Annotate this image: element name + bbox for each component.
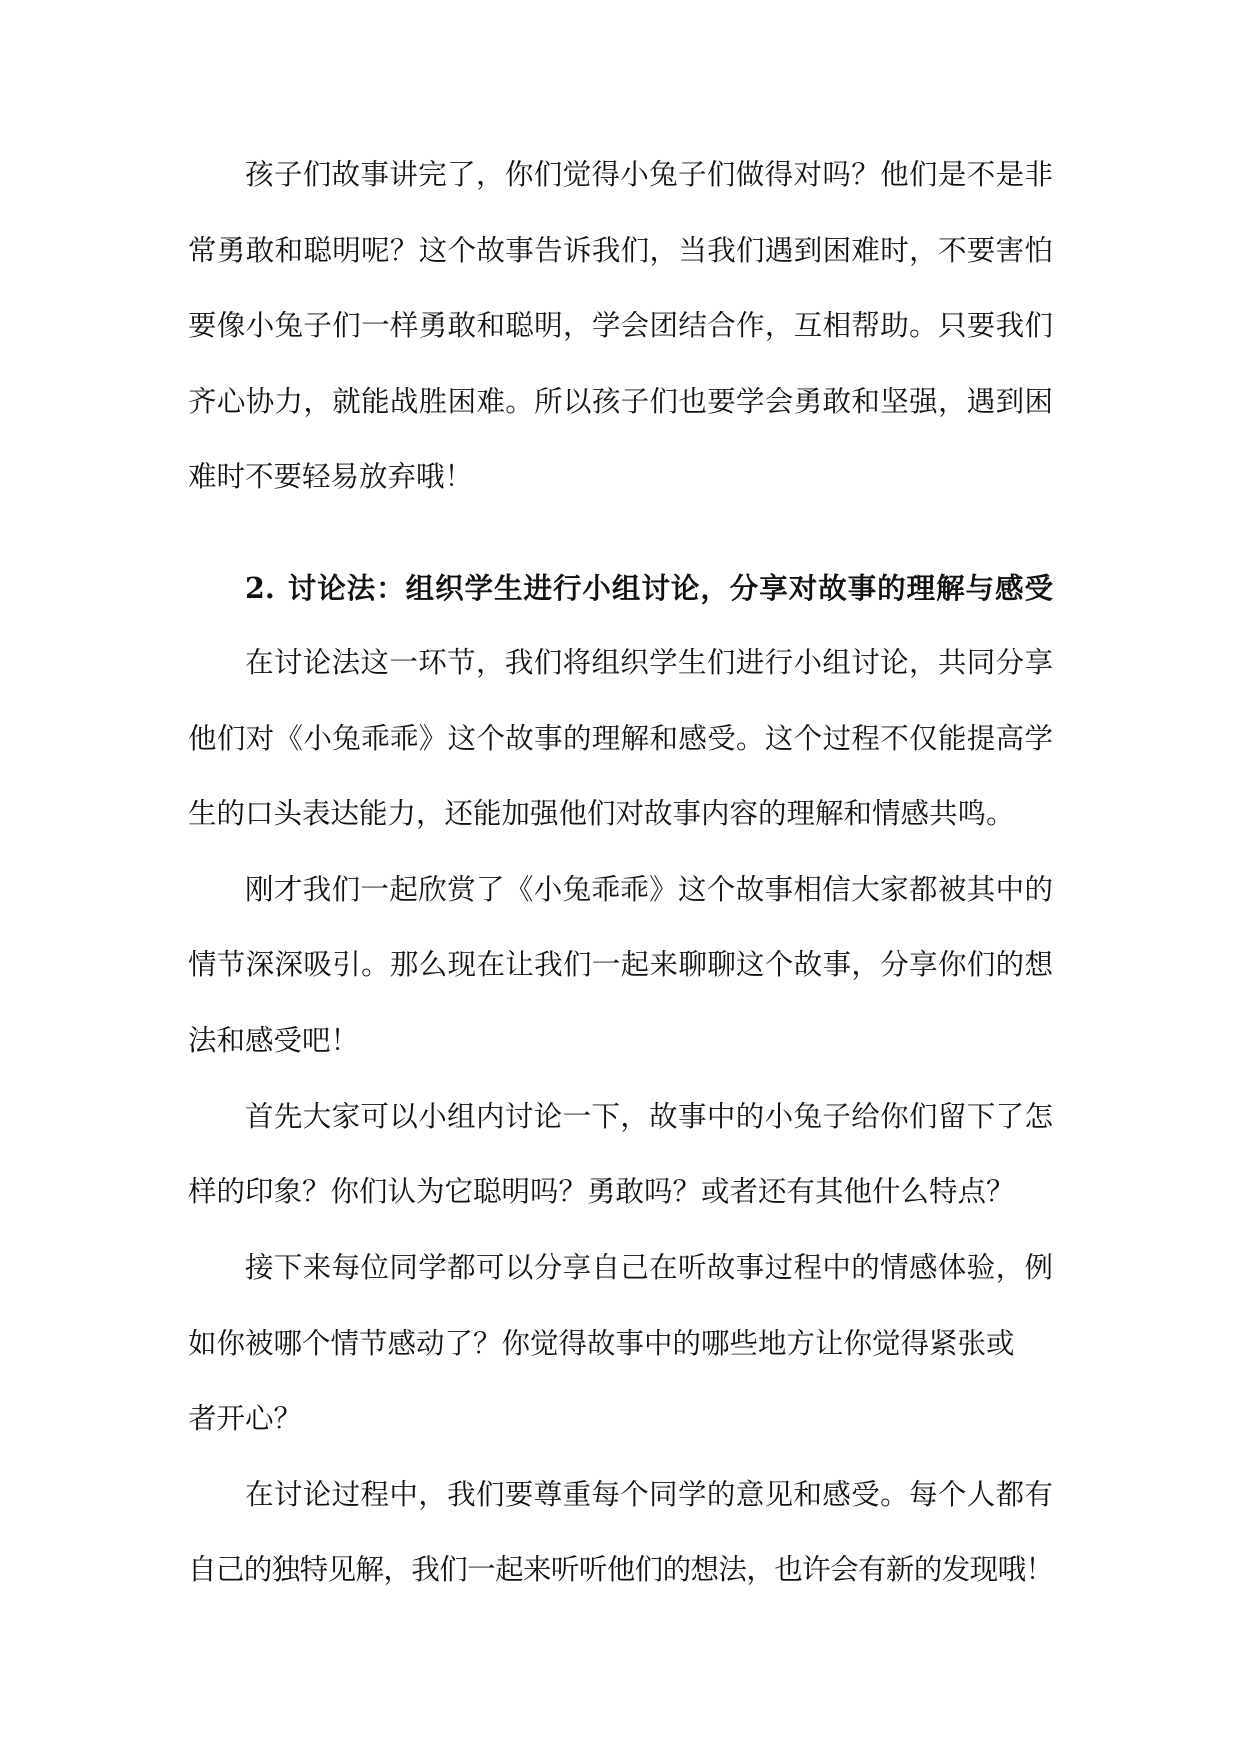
- section-title: 讨论法：组织学生进行小组讨论，分享对故事的理解与感受: [286, 571, 1053, 605]
- paragraph-line: 样的印象？你们认为它聪明吗？勇敢吗？或者还有其他什么特点？: [188, 1175, 1015, 1208]
- paragraph-line: 法和感受吧！: [188, 1024, 360, 1057]
- paragraph-line: 刚才我们一起欣赏了《小兔乖乖》这个故事相信大家都被其中的: [245, 873, 1053, 906]
- paragraph-line: 在讨论法这一环节，我们将组织学生们进行小组讨论，共同分享: [245, 646, 1053, 679]
- section-heading: [188, 568, 1053, 608]
- paragraph-line: 常勇敢和聪明呢？这个故事告诉我们，当我们遇到困难时，不要害怕: [188, 234, 1053, 267]
- paragraph-line: 接下来每位同学都可以分享自己在听故事过程中的情感体验，例: [245, 1251, 1053, 1284]
- paragraph-line: 在讨论过程中，我们要尊重每个同学的意见和感受。每个人都有: [245, 1478, 1053, 1511]
- paragraph-line: 他们对《小兔乖乖》这个故事的理解和感受。这个过程不仅能提高学: [188, 722, 1053, 755]
- section-number: 2.: [245, 571, 275, 605]
- paragraph-line: 齐心协力，就能战胜困难。所以孩子们也要学会勇敢和坚强，遇到困: [188, 385, 1053, 418]
- paragraph-line: 难时不要轻易放弃哦！: [188, 460, 474, 493]
- paragraph-line: 如你被哪个情节感动了？你觉得故事中的哪些地方让你觉得紧张或: [188, 1327, 1015, 1360]
- paragraph-line: 生的口头表达能力，还能加强他们对故事内容的理解和情感共鸣。: [188, 797, 1015, 830]
- paragraph-line: 首先大家可以小组内讨论一下，故事中的小兔子给你们留下了怎: [245, 1100, 1053, 1133]
- paragraph-line: 自己的独特见解，我们一起来听听他们的想法，也许会有新的发现哦！: [188, 1553, 1053, 1586]
- paragraph-line: 孩子们故事讲完了，你们觉得小兔子们做得对吗？他们是不是非: [245, 158, 1053, 191]
- paragraph-line: 情节深深吸引。那么现在让我们一起来聊聊这个故事，分享你们的想: [188, 948, 1053, 981]
- paragraph-line: 者开心？: [188, 1402, 303, 1435]
- paragraph-line: 要像小兔子们一样勇敢和聪明，学会团结合作，互相帮助。只要我们: [188, 309, 1053, 342]
